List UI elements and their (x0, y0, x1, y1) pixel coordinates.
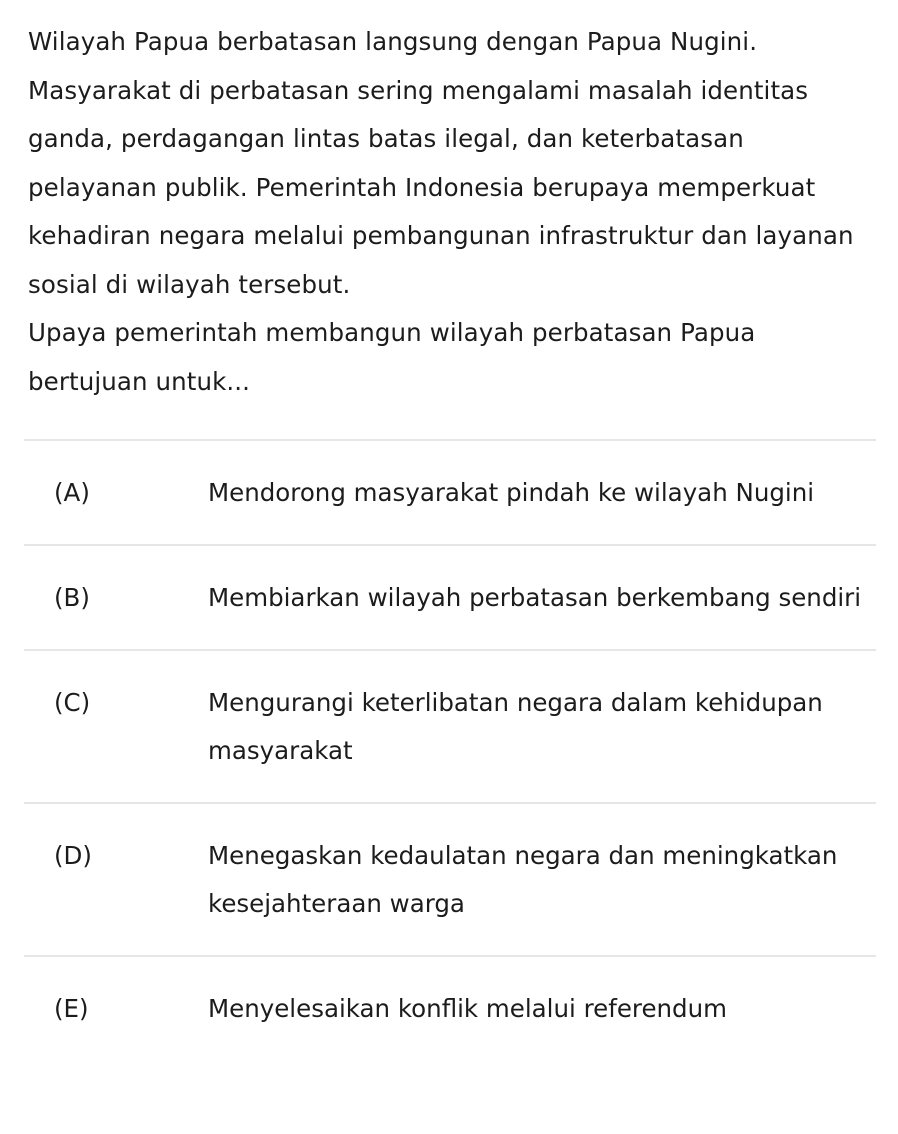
option-e[interactable] (24, 957, 876, 1060)
option-text: Menegaskan kedaulatan negara dan meningkatkan kesejahteraan warga (208, 841, 838, 918)
option-letter: (A) (54, 478, 90, 507)
answer-options (24, 439, 876, 1060)
option-c[interactable] (24, 651, 876, 802)
option-letter: (E) (54, 994, 89, 1023)
option-a[interactable] (24, 441, 876, 544)
option-text: Menyelesaikan konflik melalui referendum (208, 994, 727, 1023)
question-paragraph-1: Wilayah Papua berbatasan langsung dengan Papua Nugini. Masyarakat di perbatasan sering mengalami masalah identitas ganda, perdagangan lintas batas ilegal, dan keterbatasan pelayanan publik. Pemerintah Indonesia berupaya memperkuat kehadiran negara melalui pembangunan infrastruktur dan layanan sosial di wilayah tersebut. (28, 27, 854, 299)
option-b[interactable] (24, 546, 876, 649)
option-letter: (C) (54, 688, 91, 717)
option-d[interactable] (24, 804, 876, 955)
option-text: Mengurangi keterlibatan negara dalam kehidupan masyarakat (208, 688, 823, 765)
option-letter: (B) (54, 583, 90, 612)
question-stem (28, 18, 878, 406)
question-prompt: Upaya pemerintah membangun wilayah perbatasan Papua bertujuan untuk... (28, 318, 756, 396)
option-letter: (D) (54, 841, 92, 870)
option-text: Membiarkan wilayah perbatasan berkembang sendiri (208, 583, 862, 612)
option-text: Mendorong masyarakat pindah ke wilayah Nugini (208, 478, 815, 507)
